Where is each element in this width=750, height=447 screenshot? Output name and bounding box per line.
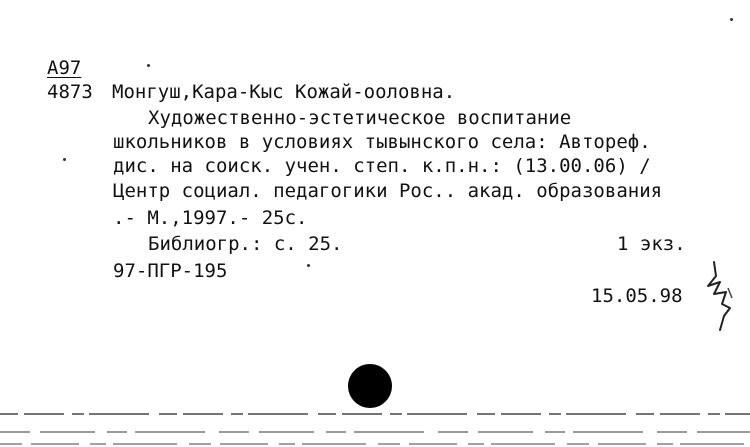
- title-line-2: школьников в условиях тывынского села: Автореф.: [113, 131, 651, 153]
- speck: [147, 64, 150, 67]
- shelf-mark: А97: [47, 57, 82, 79]
- accession-number: 4873: [47, 81, 93, 103]
- title-line-1: Художественно-эстетическое воспитание: [148, 107, 572, 129]
- record-code: 97-ПГР-195: [113, 260, 228, 282]
- bibliography-note: Библиогр.: с. 25.: [148, 233, 343, 255]
- record-date: 15.05.98: [591, 285, 683, 307]
- speck: [307, 264, 310, 267]
- copies-count: 1 экз.: [617, 233, 686, 255]
- author-name: Монгуш,Кара-Кыс Кожай-ооловна.: [112, 81, 456, 103]
- card-edge-line: [0, 412, 750, 416]
- title-line-5: .- М.,1997.- 25с.: [113, 207, 308, 229]
- punch-hole: [348, 364, 392, 408]
- title-line-3: дис. на соиск. учен. степ. к.п.н.: (13.00.06) /: [113, 155, 651, 177]
- handwritten-signature: [700, 258, 740, 333]
- title-line-4: Центр социал. педагогики Рос.. акад. образования: [113, 180, 663, 202]
- speck: [63, 158, 66, 161]
- card-edge-line: [0, 430, 750, 434]
- speck: [730, 18, 733, 21]
- card-edge-line: [0, 442, 750, 446]
